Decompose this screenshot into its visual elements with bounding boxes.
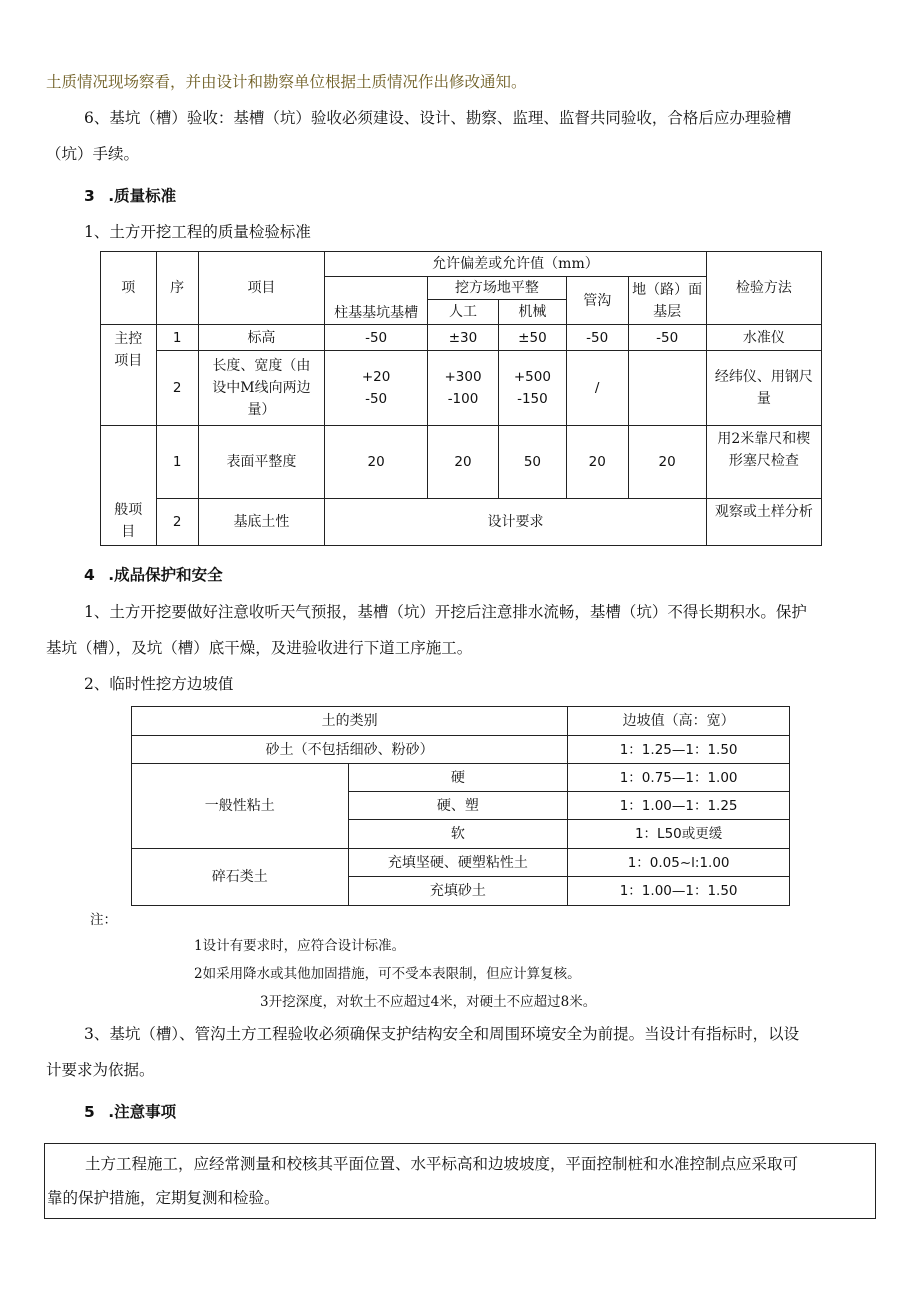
row3-method-line2: 形塞尺检查 bbox=[728, 453, 799, 469]
header-trench: 管沟 bbox=[566, 277, 628, 325]
hard-plastic-label: 硬、塑 bbox=[348, 792, 568, 820]
row1-name: 标高 bbox=[198, 325, 325, 351]
note-label: 注： bbox=[90, 912, 117, 928]
note-3: 3开挖深度，对软土不应超过4米，对硬土不应超过8米。 bbox=[260, 994, 597, 1010]
soft-value: 1：L50或更缓 bbox=[568, 820, 790, 849]
main-control-label bbox=[101, 325, 157, 426]
main-control-line2: 项目 bbox=[114, 353, 143, 369]
section3-title: .质量标准 bbox=[108, 187, 177, 205]
row2-name-line2: 设中M线向两边 bbox=[212, 380, 311, 396]
section4-number: 4 bbox=[84, 566, 95, 584]
row3-method bbox=[706, 426, 821, 499]
row1-manual: ±30 bbox=[428, 325, 499, 351]
p4-1-line1: 1、土方开挖要做好注意收听天气预报，基槽（坑）开挖后注意排水流畅，基槽（坑）不得长期积水。保护 bbox=[84, 603, 807, 621]
row1-pit: -50 bbox=[325, 325, 428, 351]
header-machine: 机械 bbox=[498, 300, 566, 325]
intro-line: 土质情况现场察看，并由设计和勘察单位根据土质情况作出修改通知。 bbox=[46, 73, 527, 91]
section5-title: .注意事项 bbox=[108, 1103, 177, 1121]
row4-name: 基底土性 bbox=[198, 499, 325, 546]
header-allowance: 允许偏差或允许值（mm） bbox=[325, 252, 707, 277]
row2-method-line1: 经纬仪、用钢尺 bbox=[714, 369, 813, 385]
row2-name-line3: 量） bbox=[247, 402, 276, 418]
section5-number: 5 bbox=[84, 1103, 95, 1121]
header-manual: 人工 bbox=[428, 300, 499, 325]
row3-ground: 20 bbox=[628, 426, 706, 499]
fill-sand-label: 充填砂土 bbox=[348, 877, 568, 906]
soft-label: 软 bbox=[348, 820, 568, 849]
section3-heading bbox=[84, 184, 176, 206]
row2-method bbox=[706, 351, 821, 426]
main-control-line1: 主控 bbox=[114, 331, 143, 347]
row2-pit-lower: -50 bbox=[365, 391, 388, 407]
header-project: 项目 bbox=[198, 252, 325, 325]
general-label bbox=[101, 426, 157, 546]
box-line1: 土方工程施工，应经常测量和校核其平面位置、水平标高和边坡坡度，平面控制桩和水准控制点应采取可 bbox=[85, 1155, 799, 1173]
row4-seq: 2 bbox=[156, 499, 198, 546]
header-item: 项 bbox=[101, 252, 157, 325]
box-line2: 靠的保护措施，定期复测和检验。 bbox=[47, 1189, 280, 1207]
row1-ground: -50 bbox=[628, 325, 706, 351]
slope-table bbox=[131, 706, 790, 906]
fill-sand-value: 1：1.00—1：1.50 bbox=[568, 877, 790, 906]
header-ground-line2: 基层 bbox=[653, 303, 682, 320]
header-pit: 柱基基坑基槽 bbox=[325, 277, 428, 325]
row2-machine bbox=[498, 351, 566, 426]
header-method: 检验方法 bbox=[706, 252, 821, 325]
row3-trench: 20 bbox=[566, 426, 628, 499]
row2-machine-lower: -150 bbox=[517, 391, 548, 407]
sub2-label: 2、临时性挖方边坡值 bbox=[84, 675, 234, 693]
sand-value: 1：1.25—1：1.50 bbox=[568, 736, 790, 764]
hard-label: 硬 bbox=[348, 764, 568, 792]
quality-standard-table bbox=[100, 251, 822, 546]
header-soil-type: 土的类别 bbox=[132, 707, 568, 736]
row2-method-line2: 量 bbox=[756, 391, 771, 407]
row2-name bbox=[198, 351, 325, 426]
row3-name: 表面平整度 bbox=[198, 426, 325, 499]
section4-heading bbox=[84, 563, 223, 585]
hard-value: 1：0.75—1：1.00 bbox=[568, 764, 790, 792]
hard-plastic-value: 1：1.00—1：1.25 bbox=[568, 792, 790, 820]
row1-trench: -50 bbox=[566, 325, 628, 351]
row3-method-line1: 用2米靠尺和楔 bbox=[717, 431, 811, 447]
row3-pit: 20 bbox=[325, 426, 428, 499]
section4-title: .成品保护和安全 bbox=[108, 566, 223, 584]
row2-manual-lower: -100 bbox=[447, 391, 479, 407]
p3-line2: 计要求为依据。 bbox=[46, 1061, 155, 1079]
row2-pit bbox=[325, 351, 428, 426]
section5-heading bbox=[84, 1100, 176, 1122]
p3-line1: 3、基坑（槽）、管沟土方工程验收必须确保支护结构安全和周围环境安全为前提。当设计有指标时，以设 bbox=[84, 1025, 800, 1043]
row2-seq: 2 bbox=[156, 351, 198, 426]
row3-manual: 20 bbox=[428, 426, 499, 499]
row1-seq: 1 bbox=[156, 325, 198, 351]
note-2: 2如采用降水或其他加固措施，可不受本表限制，但应计算复核。 bbox=[194, 966, 581, 982]
row3-seq: 1 bbox=[156, 426, 198, 499]
row2-manual-upper: +300 bbox=[444, 369, 482, 385]
row2-machine-upper: +500 bbox=[513, 369, 551, 385]
header-slope-value: 边坡值（高：宽） bbox=[568, 707, 790, 736]
fill-hard-value: 1：0.05~l:1.00 bbox=[568, 849, 790, 877]
general-line2: 目 bbox=[121, 524, 136, 540]
header-field: 挖方场地平整 bbox=[428, 277, 567, 300]
item6-line1: 6、基坑（槽）验收：基槽（坑）验收必须建设、设计、勘察、监理、监督共同验收，合格后应办理验槽 bbox=[84, 109, 792, 127]
general-line1: 般项 bbox=[114, 502, 143, 518]
row2-pit-upper: +20 bbox=[361, 369, 391, 385]
header-ground-line1: 地（路）面 bbox=[632, 281, 703, 298]
sand-label: 砂土（不包括细砂、粉砂） bbox=[132, 736, 568, 764]
clay-label: 一般性粘土 bbox=[132, 764, 349, 849]
row2-trench: / bbox=[566, 351, 628, 426]
row1-method: 水准仪 bbox=[706, 325, 821, 351]
row2-name-line1: 长度、宽度（由 bbox=[212, 358, 311, 374]
item6-line2: （坑）手续。 bbox=[46, 145, 140, 163]
header-ground bbox=[628, 277, 706, 325]
row3-machine: 50 bbox=[498, 426, 566, 499]
row2-manual bbox=[428, 351, 499, 426]
row4-method: 观察或土样分析 bbox=[706, 499, 821, 546]
row1-machine: ±50 bbox=[498, 325, 566, 351]
row2-ground bbox=[628, 351, 706, 426]
gravel-label: 碎石类土 bbox=[132, 849, 349, 906]
section3-number: 3 bbox=[84, 187, 95, 205]
note-1: 1设计有要求时，应符合设计标准。 bbox=[194, 938, 406, 954]
row4-requirement: 设计要求 bbox=[325, 499, 707, 546]
notice-box bbox=[44, 1143, 876, 1219]
sub1-label: 1、土方开挖工程的质量检验标准 bbox=[84, 223, 311, 241]
fill-hard-label: 充填坚硬、硬塑粘性土 bbox=[348, 849, 568, 877]
p4-1-line2: 基坑（槽），及坑（槽）底干燥，及进验收进行下道工序施工。 bbox=[46, 639, 473, 657]
header-seq: 序 bbox=[156, 252, 198, 325]
